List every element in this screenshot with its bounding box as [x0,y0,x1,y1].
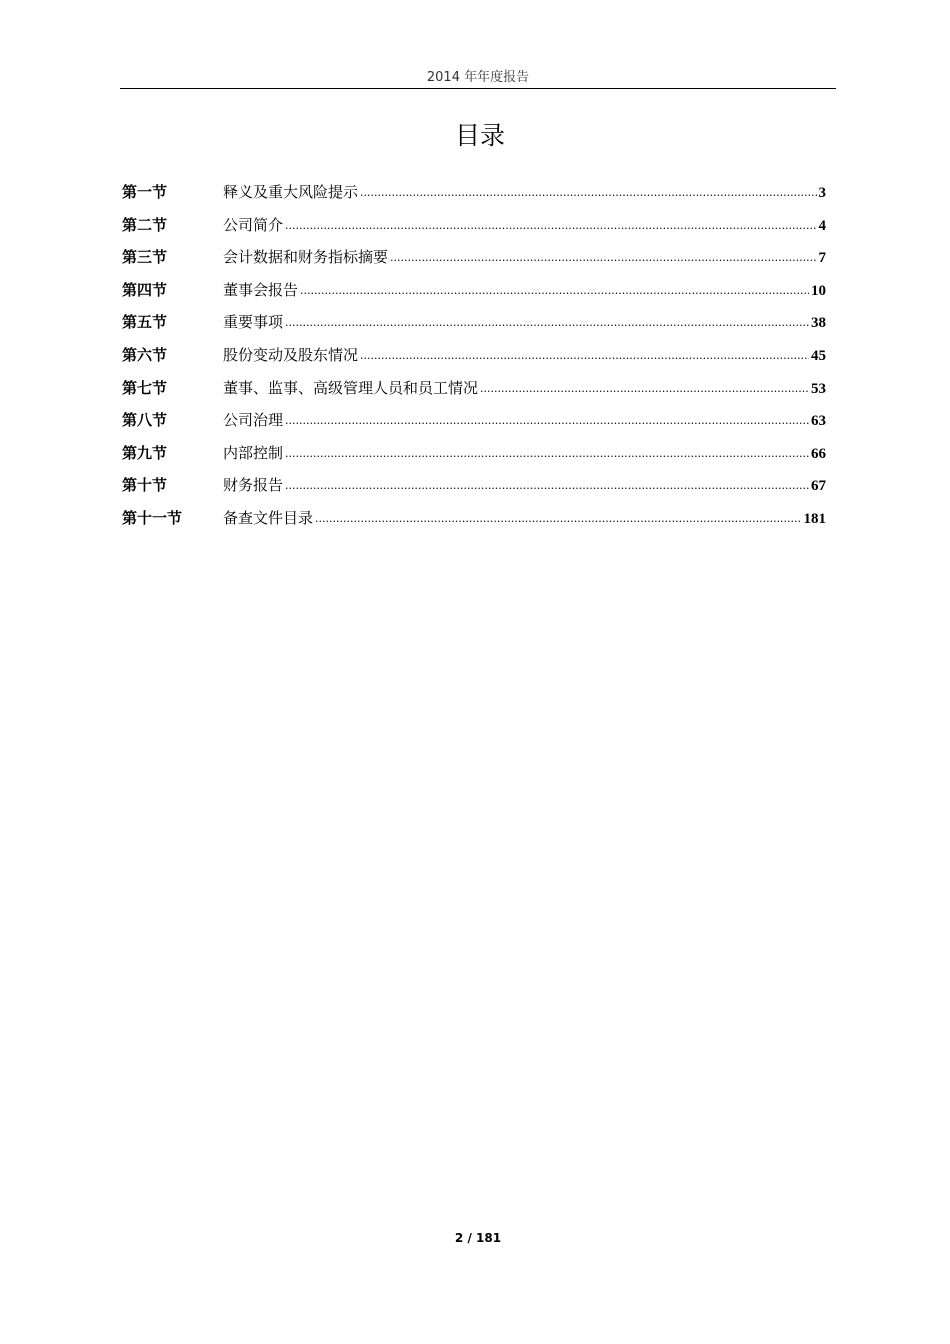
toc-dot-leader [315,503,801,536]
toc-dot-leader [390,242,816,275]
toc-page-number: 67 [811,478,826,495]
toc-dot-leader [300,275,809,308]
toc-entry[interactable] [122,404,826,437]
toc-section-number: 第三节 [122,248,168,267]
toc-dot-leader [480,373,809,406]
toc-entry[interactable] [122,502,826,535]
toc-dot-leader [285,405,809,438]
running-header: 2014 年年度报告 [426,70,530,85]
toc-section-title: 董事、监事、高级管理人员和员工情况 [223,378,479,397]
toc-section-number: 第九节 [122,443,168,462]
toc-section-number: 第二节 [122,215,168,234]
toc-section-title: 财务报告 [223,476,284,495]
toc-section-title: 公司治理 [223,411,284,430]
toc-section-title: 内部控制 [223,443,284,462]
toc-dot-leader [285,470,809,503]
page-number-footer: 2 / 181 [454,1231,502,1245]
toc-section-number: 第一节 [122,183,168,201]
toc-entry[interactable] [122,339,826,372]
toc-dot-leader [285,307,809,340]
toc-page-number: 7 [818,250,826,267]
toc-entry[interactable] [122,176,826,209]
toc-page-number: 3 [818,185,826,201]
toc-dot-leader [360,340,809,373]
toc-section-title: 重要事项 [223,313,284,332]
toc-dot-leader [285,438,809,471]
toc-section-title: 公司简介 [223,215,284,234]
table-of-contents [122,176,826,535]
toc-section-number: 第六节 [122,345,168,364]
toc-entry[interactable] [122,469,826,502]
toc-section-number: 第七节 [122,378,168,397]
toc-page-number: 38 [811,315,826,332]
toc-page-number: 53 [811,380,826,397]
toc-page-number: 4 [818,217,826,234]
toc-section-number: 第十节 [122,476,168,495]
toc-page-number: 10 [811,282,826,299]
page-title: 目录 [454,121,505,150]
toc-section-title: 董事会报告 [223,280,299,299]
toc-dot-leader [360,177,816,210]
toc-entry[interactable] [122,372,826,405]
toc-section-number: 第八节 [122,411,168,430]
toc-section-title: 股份变动及股东情况 [223,345,359,364]
toc-page-number: 63 [811,413,826,430]
toc-entry[interactable] [122,209,826,242]
toc-section-number: 第五节 [122,313,168,332]
toc-section-title: 释义及重大风险提示 [223,183,359,201]
toc-entry[interactable] [122,437,826,470]
toc-entry[interactable] [122,241,826,274]
toc-entry[interactable] [122,306,826,339]
toc-page-number: 181 [803,510,826,527]
toc-page-number: 45 [811,347,826,364]
toc-section-title: 会计数据和财务指标摘要 [223,248,389,267]
toc-dot-leader [285,210,816,243]
toc-page-number: 66 [811,445,826,462]
toc-section-number: 第十一节 [122,508,183,527]
header-divider [120,88,836,89]
toc-section-title: 备查文件目录 [223,508,314,527]
toc-section-number: 第四节 [122,280,168,299]
toc-entry[interactable] [122,274,826,307]
